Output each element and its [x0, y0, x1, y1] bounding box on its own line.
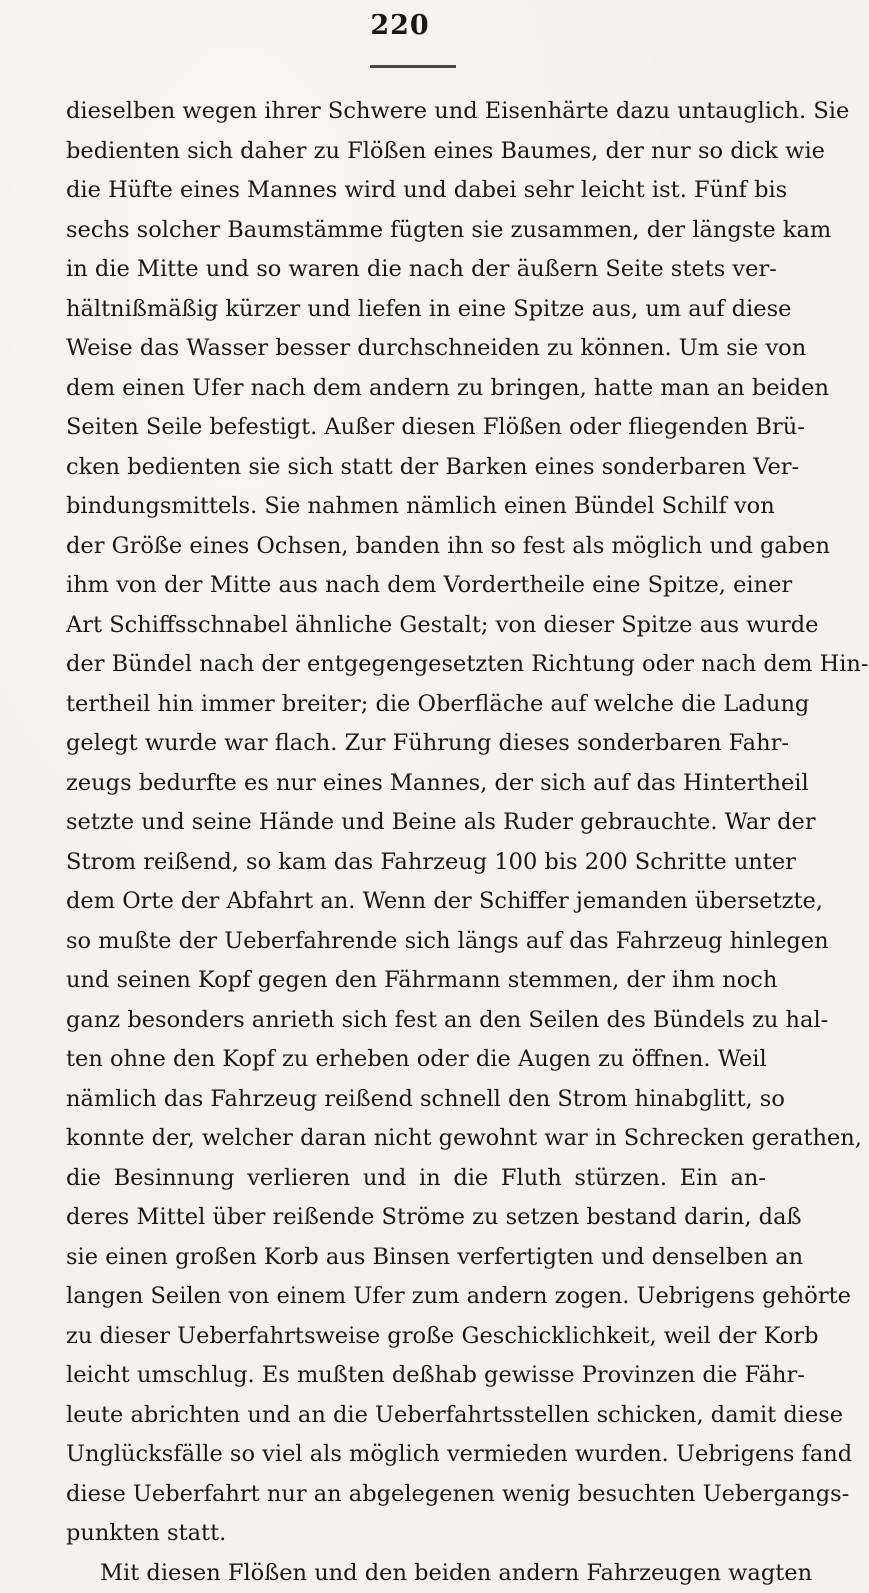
text-line: setzte und seine Hände und Beine als Ruder gebrauchte. War der — [66, 803, 766, 843]
text-line: cken bedienten sie sich statt der Barken eines sonderbaren Ver- — [66, 448, 766, 488]
text-line: gelegt wurde war flach. Zur Führung dieses sonderbaren Fahr- — [66, 724, 766, 764]
text-line: so mußte der Ueberfahrende sich längs auf das Fahrzeug hinlegen — [66, 922, 766, 962]
text-line: ten ohne den Kopf zu erheben oder die Augen zu öffnen. Weil — [66, 1040, 766, 1080]
body-text — [66, 92, 766, 1593]
text-line: nämlich das Fahrzeug reißend schnell den Strom hinabglitt, so — [66, 1080, 766, 1120]
text-line: in die Mitte und so waren die nach der äußern Seite stets ver- — [66, 250, 766, 290]
text-line: Unglücksfälle so viel als möglich vermieden wurden. Uebrigens fand — [66, 1435, 766, 1475]
header-rule — [370, 65, 456, 68]
text-line: leute abrichten und an die Ueberfahrtsstellen schicken, damit diese — [66, 1396, 766, 1436]
text-line: ihm von der Mitte aus nach dem Vordertheile eine Spitze, einer — [66, 566, 766, 606]
text-line: tertheil hin immer breiter; die Oberfläche auf welche die Ladung — [66, 685, 766, 725]
text-line: deres Mittel über reißende Ströme zu setzen bestand darin, daß — [66, 1198, 766, 1238]
text-line: bindungsmittels. Sie nahmen nämlich einen Bündel Schilf von — [66, 487, 766, 527]
page-number: 220 — [0, 10, 800, 41]
text-line: punkten statt. — [66, 1514, 766, 1554]
text-line: bedienten sich daher zu Flößen eines Baumes, der nur so dick wie — [66, 132, 766, 172]
text-line: der Größe eines Ochsen, banden ihn so fest als möglich und gaben — [66, 527, 766, 567]
text-line: die Besinnung verlieren und in die Fluth stürzen. Ein an- — [66, 1159, 766, 1199]
text-line: dieselben wegen ihrer Schwere und Eisenhärte dazu untauglich. Sie — [66, 92, 766, 132]
text-line: die Hüfte eines Mannes wird und dabei sehr leicht ist. Fünf bis — [66, 171, 766, 211]
text-line: diese Ueberfahrt nur an abgelegenen wenig besuchten Uebergangs- — [66, 1475, 766, 1515]
text-line: zeugs bedurfte es nur eines Mannes, der sich auf das Hintertheil — [66, 764, 766, 804]
text-line: der Bündel nach der entgegengesetzten Richtung oder nach dem Hin- — [66, 645, 766, 685]
text-line: konnte der, welcher daran nicht gewohnt war in Schrecken gerathen, — [66, 1119, 766, 1159]
text-line: Art Schiffsschnabel ähnliche Gestalt; von dieser Spitze aus wurde — [66, 606, 766, 646]
text-line: ganz besonders anrieth sich fest an den Seilen des Bündels zu hal- — [66, 1001, 766, 1041]
text-line: sechs solcher Baumstämme fügten sie zusammen, der längste kam — [66, 211, 766, 251]
text-line: und seinen Kopf gegen den Fährmann stemmen, der ihm noch — [66, 961, 766, 1001]
text-line: dem Orte der Abfahrt an. Wenn der Schiffer jemanden übersetzte, — [66, 882, 766, 922]
text-line: hältnißmäßig kürzer und liefen in eine Spitze aus, um auf diese — [66, 290, 766, 330]
text-line: Weise das Wasser besser durchschneiden zu können. Um sie von — [66, 329, 766, 369]
text-line: Seiten Seile befestigt. Außer diesen Flößen oder fliegenden Brü- — [66, 408, 766, 448]
text-line: dem einen Ufer nach dem andern zu bringen, hatte man an beiden — [66, 369, 766, 409]
text-line: Mit diesen Flößen und den beiden andern Fahrzeugen wagten — [66, 1554, 766, 1593]
text-line: leicht umschlug. Es mußten deßhab gewisse Provinzen die Fähr- — [66, 1356, 766, 1396]
text-line: sie einen großen Korb aus Binsen verfertigten und denselben an — [66, 1238, 766, 1278]
text-line: Strom reißend, so kam das Fahrzeug 100 bis 200 Schritte unter — [66, 843, 766, 883]
text-line: langen Seilen von einem Ufer zum andern zogen. Uebrigens gehörte — [66, 1277, 766, 1317]
text-line: zu dieser Ueberfahrtsweise große Geschicklichkeit, weil der Korb — [66, 1317, 766, 1357]
